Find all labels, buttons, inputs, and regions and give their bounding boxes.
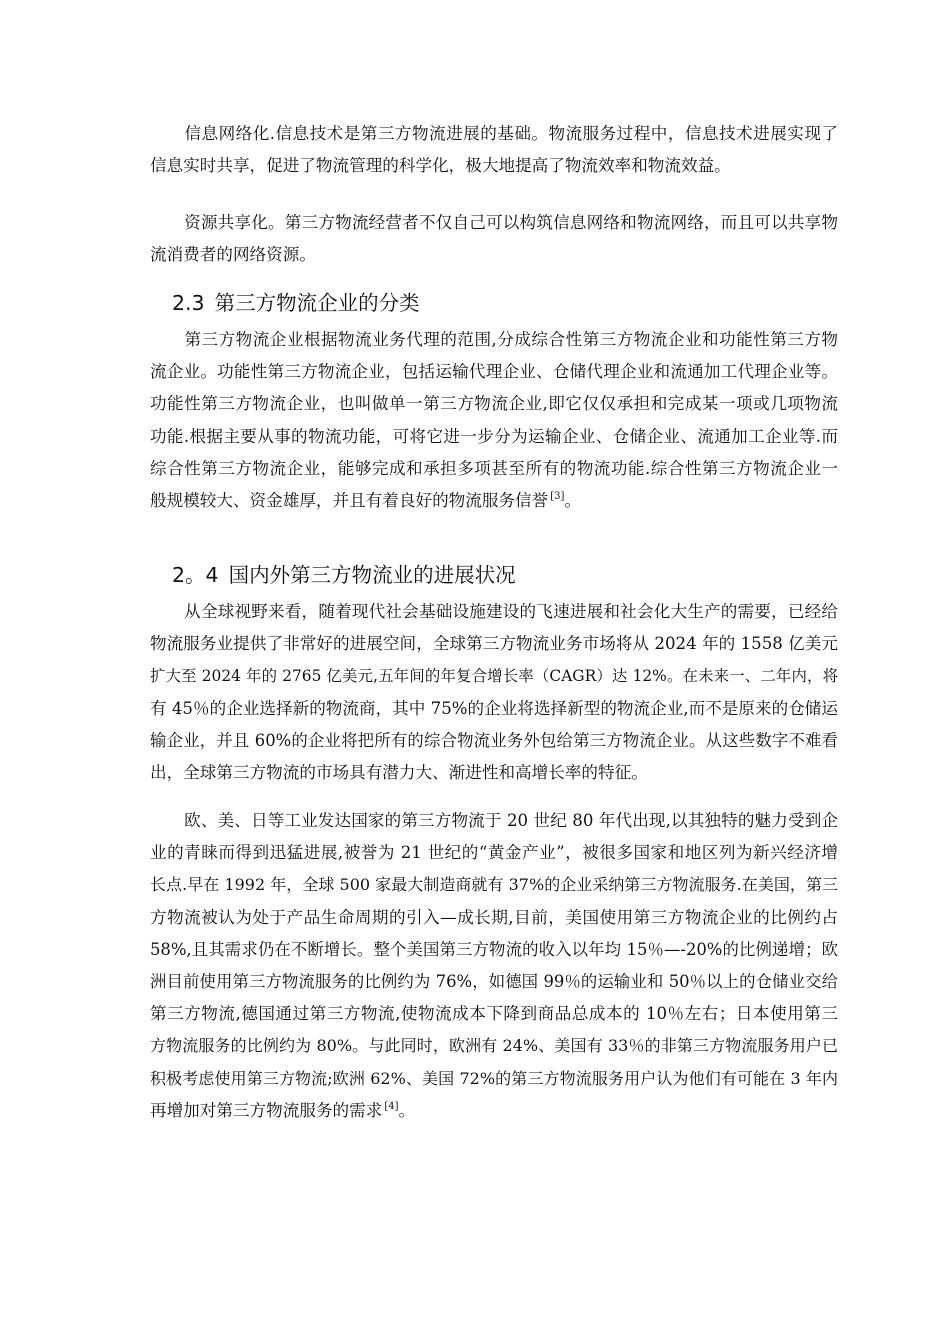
- text-line: [150, 869, 838, 901]
- text-line: [150, 998, 838, 1030]
- text-line: [150, 150, 838, 182]
- text-line-content: 再增加对第三方物流服务的需求: [150, 1100, 383, 1120]
- text-line: [150, 1095, 838, 1127]
- text-line: [150, 725, 838, 757]
- text-line-content: 第三方物流,德国通过第三方物流,使物流成本下降到商品总成本的 10％左右；日本使用第三: [150, 1004, 838, 1024]
- text-line-content: 。: [398, 1100, 416, 1120]
- citation-reference: [4]: [384, 1100, 399, 1112]
- citation-reference: [3]: [550, 491, 565, 503]
- text-line-content: 方物流被认为处于产品生命周期的引入—成长期,目前，美国使用第三方物流企业的比例约占: [150, 907, 838, 927]
- text-line: [150, 934, 838, 966]
- text-line: [150, 356, 838, 388]
- text-line-content: 长点.早在 1992 年，全球 500 家最大制造商就有 37%的企业采纳第三方物流服务.在美国，第三: [150, 875, 838, 895]
- text-line-content: 从全球视野来看，随着现代社会基础设施建设的飞速进展和社会化大生产的需要，已经给: [184, 602, 838, 621]
- section-heading-2-3: [172, 289, 420, 317]
- paragraph-global-market: [150, 596, 838, 789]
- text-line: [150, 693, 838, 725]
- text-line: [150, 837, 838, 869]
- text-line: [150, 388, 838, 420]
- text-line-content: 般规模较大、资金雄厚，并且有着良好的物流服务信誉: [150, 491, 549, 511]
- text-line: [150, 485, 838, 517]
- text-line-content: 物流服务业提供了非常好的进展空间，全球第三方物流业务市场将从 2024 年的 1558 亿美元: [150, 634, 838, 654]
- text-line: [150, 453, 838, 485]
- text-line-content: 有 45％的企业选择新的物流商，其中 75%的企业将选择新型的物流企业,而不是原来的仓储运: [150, 698, 838, 718]
- section-title: 第三方物流企业的分类: [214, 291, 420, 315]
- text-line: [150, 628, 838, 660]
- text-line: [150, 596, 838, 628]
- text-line-content: 扩大至 2024 年的 2765 亿美元,五年间的年复合增长率（CAGR）达 12%。在未来一、二年内，将: [150, 667, 838, 686]
- text-line: [150, 660, 838, 692]
- text-line: [150, 421, 838, 453]
- text-line-content: 出，全球第三方物流的市场具有潜力大、渐进性和高增长率的特征。: [150, 763, 648, 783]
- text-line-content: 。: [564, 491, 582, 511]
- text-line-content: 信息实时共享，促进了物流管理的科学化，极大地提高了物流效率和物流效益。: [150, 156, 731, 176]
- text-line-content: 第三方物流企业根据物流业务代理的范围,分成综合性第三方物流企业和功能性第三方物: [184, 330, 838, 349]
- text-line: [150, 1063, 838, 1095]
- text-line-content: 积极考虑使用第三方物流;欧洲 62%、美国 72%的第三方物流服务用户认为他们有可能在 3 年内: [150, 1068, 838, 1088]
- text-line-content: 流消费者的网络资源。: [150, 245, 316, 265]
- text-line-content: 功能性第三方物流企业，也叫做单一第三方物流企业,即它仅仅承担和完成某一项或几项物流: [150, 394, 838, 414]
- text-line-content: 58%,且其需求仍在不断增长。整个美国第三方物流的收入以年均 15％—-20%的比例递增；欧: [150, 939, 838, 959]
- paragraph-developed-countries: [150, 805, 838, 1127]
- text-line-content: 欧、美、日等工业发达国家的第三方物流于 20 世纪 80 年代出现,以其独特的魅力受到企: [184, 811, 838, 830]
- text-line: [150, 966, 838, 998]
- paragraph-classification: [150, 324, 838, 517]
- section-number: 2.3: [172, 291, 205, 315]
- text-line: [150, 805, 838, 837]
- paragraph-resource-sharing: [150, 207, 838, 271]
- text-line: [150, 324, 838, 356]
- text-line-content: 综合性第三方物流企业，能够完成和承担多项甚至所有的物流功能.综合性第三方物流企业一: [150, 458, 838, 478]
- text-line-content: 流企业。功能性第三方物流企业，包括运输代理企业、仓储代理企业和流通加工代理企业等。: [150, 362, 838, 382]
- text-line: [150, 757, 838, 789]
- text-line-content: 功能.根据主要从事的物流功能，可将它进一步分为运输企业、仓储企业、流通加工企业等.而: [150, 426, 838, 446]
- section-title: 国内外第三方物流业的进展状况: [228, 563, 516, 587]
- text-line: [150, 239, 838, 271]
- text-line-content: 输企业，并且 60%的企业将把所有的综合物流业务外包给第三方物流企业。从这些数字不难看: [150, 730, 838, 750]
- text-line-content: 信息网络化.信息技术是第三方物流进展的基础。物流服务过程中，信息技术进展实现了: [184, 124, 838, 143]
- text-line: [150, 1030, 838, 1062]
- text-line: [150, 902, 838, 934]
- text-line: [150, 207, 838, 239]
- text-line-content: 洲目前使用第三方物流服务的比例约为 76%，如德国 99％的运输业和 50％以上的仓储业交给: [150, 972, 838, 992]
- text-line-content: 业的青睐而得到迅猛进展,被誉为 21 世纪的“黄金产业”，被很多国家和地区列为新兴经济增: [150, 843, 838, 863]
- section-number: 2。4: [172, 563, 219, 587]
- paragraph-information-network: [150, 118, 838, 182]
- section-heading-2-4: [172, 561, 516, 589]
- text-line-content: 资源共享化。第三方物流经营者不仅自己可以构筑信息网络和物流网络，而且可以共享物: [184, 213, 838, 232]
- text-line: [150, 118, 838, 150]
- text-line-content: 方物流服务的比例约为 80%。与此同时，欧洲有 24%、美国有 33％的非第三方物流服务用户已: [150, 1036, 838, 1056]
